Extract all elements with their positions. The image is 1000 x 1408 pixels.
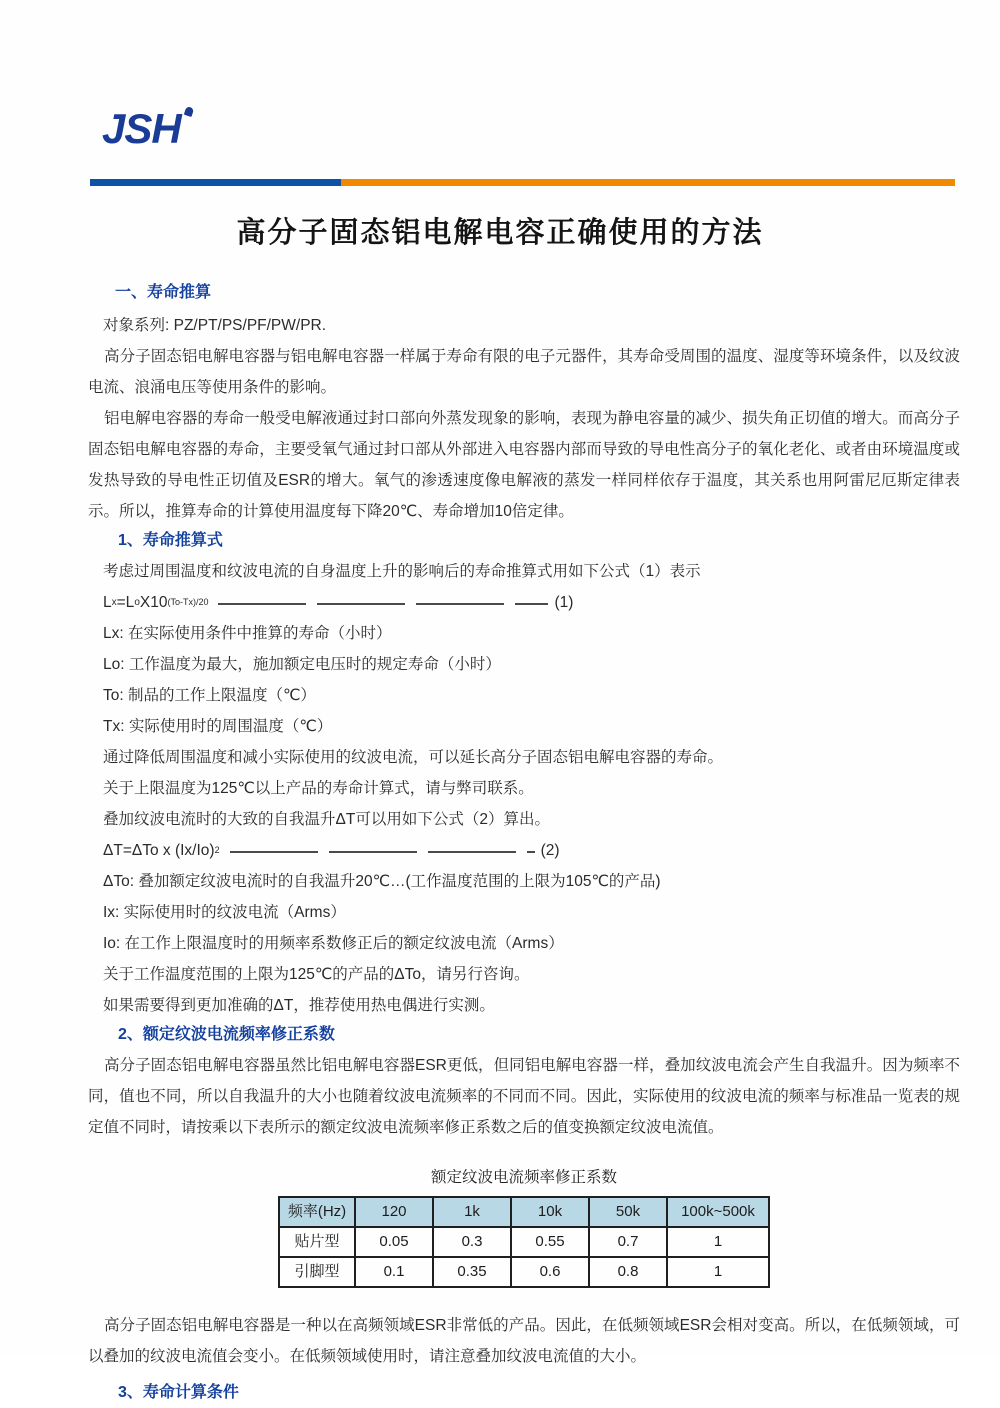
chip-100k-value: 1 [667,1227,769,1257]
formula-1 [103,587,960,618]
formula-2-number: (2) [540,842,560,859]
table-header-1k: 1k [433,1197,511,1227]
subsection-1-1-heading: 1、寿命推算式 [118,532,223,549]
definition-ix: Ix: 实际使用时的纹波电流（Arms） [103,904,346,921]
frequency-coefficient-table [278,1196,770,1288]
lead-100k-value: 1 [667,1257,769,1287]
subsection-1-3-heading-clipped: 3、寿命计算条件 [118,1384,239,1401]
table-header-10k: 10k [511,1197,589,1227]
subsection-1-2-heading: 2、额定纹波电流频率修正系数 [118,1026,335,1043]
divider-orange-segment [341,179,955,186]
formula-2-leader-line [230,851,535,853]
paragraph-life-1: 高分子固态铝电解电容器与铝电解电容器一样属于寿命有限的电子元器件，其寿命受周围的温度、湿度等环境条件，以及纹波电流、浪涌电压等使用条件的影响。 [88,348,960,396]
chip-50k-value: 0.7 [589,1227,667,1257]
definition-delta-to: ΔTo: 叠加额定纹波电流时的自我温升20℃…(工作温度范围的上限为105℃的产品) [103,873,661,890]
lead-50k-value: 0.8 [589,1257,667,1287]
table-header-120: 120 [355,1197,433,1227]
note-delta-t-formula: 叠加纹波电流时的大致的自我温升ΔT可以用如下公式（2）算出。 [103,811,550,828]
paragraph-esr-low-frequency: 高分子固态铝电解电容器是一种以在高频领域ESR非常低的产品。因此，在低频领域ESR会相对变高。所以，在低频领域，可以叠加的纹波电流值会变小。在低频领域使用时，请注意叠加纹波电流值的大小。 [88,1317,960,1365]
formula-2-expression: ΔT=ΔTo x (Ix/Io) 2 [103,842,220,859]
formula-1-number: (1) [554,594,574,611]
table-title: 额定纹波电流频率修正系数 [430,1169,617,1186]
formula-1-leader-line [218,603,548,605]
chip-10k-value: 0.55 [511,1227,589,1257]
table-header-50k: 50k [589,1197,667,1227]
series-line: 对象系列: PZ/PT/PS/PF/PW/PR. [103,317,327,334]
logo-dot-icon [184,106,194,117]
formula-1-intro: 考虑过周围温度和纹波电流的自身温度上升的影响后的寿命推算式用如下公式（1）表示 [103,563,701,580]
table-header-100k-500k: 100k~500k [667,1197,769,1227]
lead-1k-value: 0.35 [433,1257,511,1287]
formula-1-expression: L x =L o X10 (To-Tx)/20 [103,594,209,611]
paragraph-life-2: 铝电解电容器的寿命一般受电解液通过封口部向外蒸发现象的影响，表现为静电容量的减少、损失角正切值的增大。而高分子固态铝电解电容器的寿命，主要受氧气通过封口部从外部进入电容器内部而导致的导电性高分子的氧化老化、或者由环境温度或发热导致的导电性正切值及ESR的增大。氧气的渗透速度像电解液的蒸发一样同样依存于温度，其关系也用阿雷尼厄斯定律表示。所以，推算寿命的计算使用温度每下降20℃、寿命增加10倍定律。 [88,410,960,520]
logo-text: JSH [102,105,181,152]
table-row-chip-type [279,1227,769,1257]
header-divider [90,179,955,186]
formula-2 [103,835,960,866]
table-header-frequency: 频率(Hz) [279,1197,355,1227]
divider-blue-segment [90,179,341,186]
lead-120-value: 0.1 [355,1257,433,1287]
chip-120-value: 0.05 [355,1227,433,1257]
note-extend-life: 通过降低周围温度和减小实际使用的纹波电流，可以延长高分子固态铝电解电容器的寿命。 [103,749,724,766]
document-body [88,281,960,1408]
table-row-lead-type [279,1257,769,1287]
table-header-row [279,1197,769,1227]
page-title: 高分子固态铝电解电容正确使用的方法 [236,217,764,249]
definition-lx: Lx: 在实际使用条件中推算的寿命（小时） [103,625,392,642]
section-1-heading: 一、寿命推算 [115,284,212,301]
definition-io: Io: 在工作上限温度时的用频率系数修正后的额定纹波电流（Arms） [103,935,564,952]
definition-tx: Tx: 实际使用时的周围温度（℃） [103,718,333,735]
row-label-chip: 贴片型 [279,1227,355,1257]
lead-10k-value: 0.6 [511,1257,589,1287]
note-thermocouple: 如果需要得到更加准确的ΔT，推荐使用热电偶进行实测。 [103,997,495,1014]
note-125c-delta-to: 关于工作温度范围的上限为125℃的产品的ΔTo，请另行咨询。 [103,966,530,983]
paragraph-frequency-coefficient: 高分子固态铝电解电容器虽然比铝电解电容器ESR更低，但同铝电解电容器一样，叠加纹波电流会产生自我温升。因为频率不同，值也不同，所以自我温升的大小也随着纹波电流频率的不同而不同。因此，实际使用的纹波电流的频率与标准品一览表的规定值不同时，请按乘以下表所示的额定纹波电流频率修正系数之后的值变换额定纹波电流值。 [88,1057,960,1136]
definition-to: To: 制品的工作上限温度（℃） [103,687,316,704]
chip-1k-value: 0.3 [433,1227,511,1257]
note-125c-contact: 关于上限温度为125℃以上产品的寿命计算式，请与弊司联系。 [103,780,534,797]
definition-lo: Lo: 工作温度为最大，施加额定电压时的规定寿命（小时） [103,656,501,673]
row-label-lead: 引脚型 [279,1257,355,1287]
company-logo [102,106,193,152]
